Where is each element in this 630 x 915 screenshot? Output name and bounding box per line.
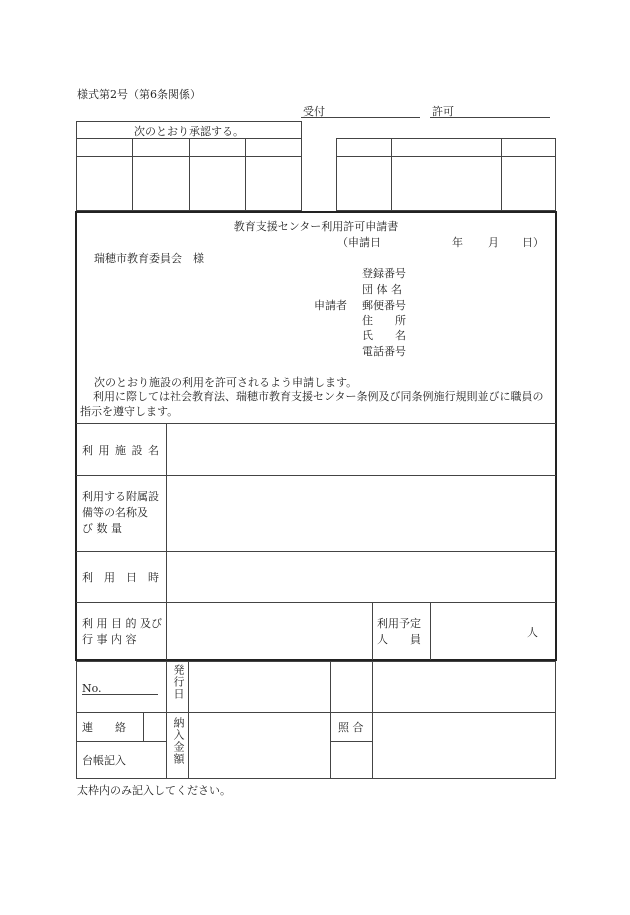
row-line-1 — [76, 423, 556, 424]
statement-2: 利用に際しては社会教育法、瑞穂市教育支援センター条例及び同条例施行規則並びに職員の指示を遵守します。 — [80, 390, 544, 418]
datetime-label: 利 用 日 時 — [82, 571, 159, 584]
application-frame — [75, 211, 557, 661]
check-label: 照 合 — [338, 721, 364, 734]
applicant-label: 申請者 — [314, 299, 347, 312]
uketsuke-underline — [301, 117, 420, 118]
row-line-4 — [76, 602, 556, 603]
date-month: 月 — [488, 236, 499, 249]
receipt-col-2 — [501, 138, 502, 211]
no-underline — [82, 694, 158, 695]
statement-1: 次のとおり施設の利用を許可されるよう申請します。 — [94, 376, 358, 389]
approval-col-1 — [132, 138, 133, 211]
applicant-field-phone: 電話番号 — [362, 345, 406, 358]
kyoka-label: 許可 — [432, 105, 454, 118]
office-use-table — [76, 661, 556, 779]
kyoka-underline — [430, 117, 550, 118]
office-col-1b — [143, 712, 144, 741]
footer-note: 太枠内のみ記入してください。 — [77, 784, 231, 797]
row-line-2 — [76, 475, 556, 476]
approval-text: 次のとおり承認する。 — [134, 125, 244, 138]
date-day: 日） — [522, 236, 544, 249]
purpose-label: 利 用 目 的 及び 行 事 内 容 — [82, 617, 162, 646]
applicant-field-name: 氏 名 — [362, 329, 406, 342]
equipment-label: 利用する附属設備等の名称及 び 数 量 — [82, 490, 159, 535]
uketsuke-label: 受付 — [303, 105, 325, 118]
office-row-line-left — [76, 741, 166, 742]
people-col-line-1 — [372, 602, 373, 660]
office-col-4 — [372, 661, 373, 778]
receipt-box — [336, 138, 556, 211]
date-year: 年 — [452, 236, 463, 249]
addressee: 瑞穂市教育委員会 様 — [94, 252, 204, 265]
payment-label: 納入金額 — [172, 717, 185, 765]
ledger-label: 台帳記入 — [82, 754, 126, 767]
issue-date-label: 発行日 — [172, 664, 185, 700]
office-col-3 — [330, 661, 331, 778]
office-col-2 — [188, 661, 189, 778]
office-row-line — [76, 712, 556, 713]
application-title: 教育支援センター利用許可申請書 — [233, 220, 399, 233]
receipt-col-1 — [391, 138, 392, 211]
applicant-field-reg-no: 登録番号 — [362, 267, 406, 280]
approval-col-2 — [189, 138, 190, 211]
approval-col-3 — [245, 138, 246, 211]
applicant-field-postal: 郵便番号 — [362, 299, 406, 312]
receipt-divider — [336, 156, 556, 157]
office-row-line-check — [330, 741, 372, 742]
people-unit: 人 — [527, 626, 538, 639]
form-number: 様式第2号（第6条関係） — [77, 88, 201, 101]
people-col-line-2 — [430, 602, 431, 660]
row-line-3 — [76, 551, 556, 552]
applicant-field-group: 団 体 名 — [362, 283, 402, 296]
applicant-field-address: 住 所 — [362, 314, 406, 327]
facility-label: 利 用 施 設 名 — [82, 444, 160, 457]
label-col-line — [166, 423, 167, 660]
expected-people-label: 利用予定人 員 — [377, 617, 421, 646]
no-label: No. — [82, 682, 102, 695]
office-col-1 — [166, 661, 167, 778]
contact-label: 連 絡 — [82, 721, 126, 734]
date-prefix: （申請日 — [337, 236, 381, 249]
